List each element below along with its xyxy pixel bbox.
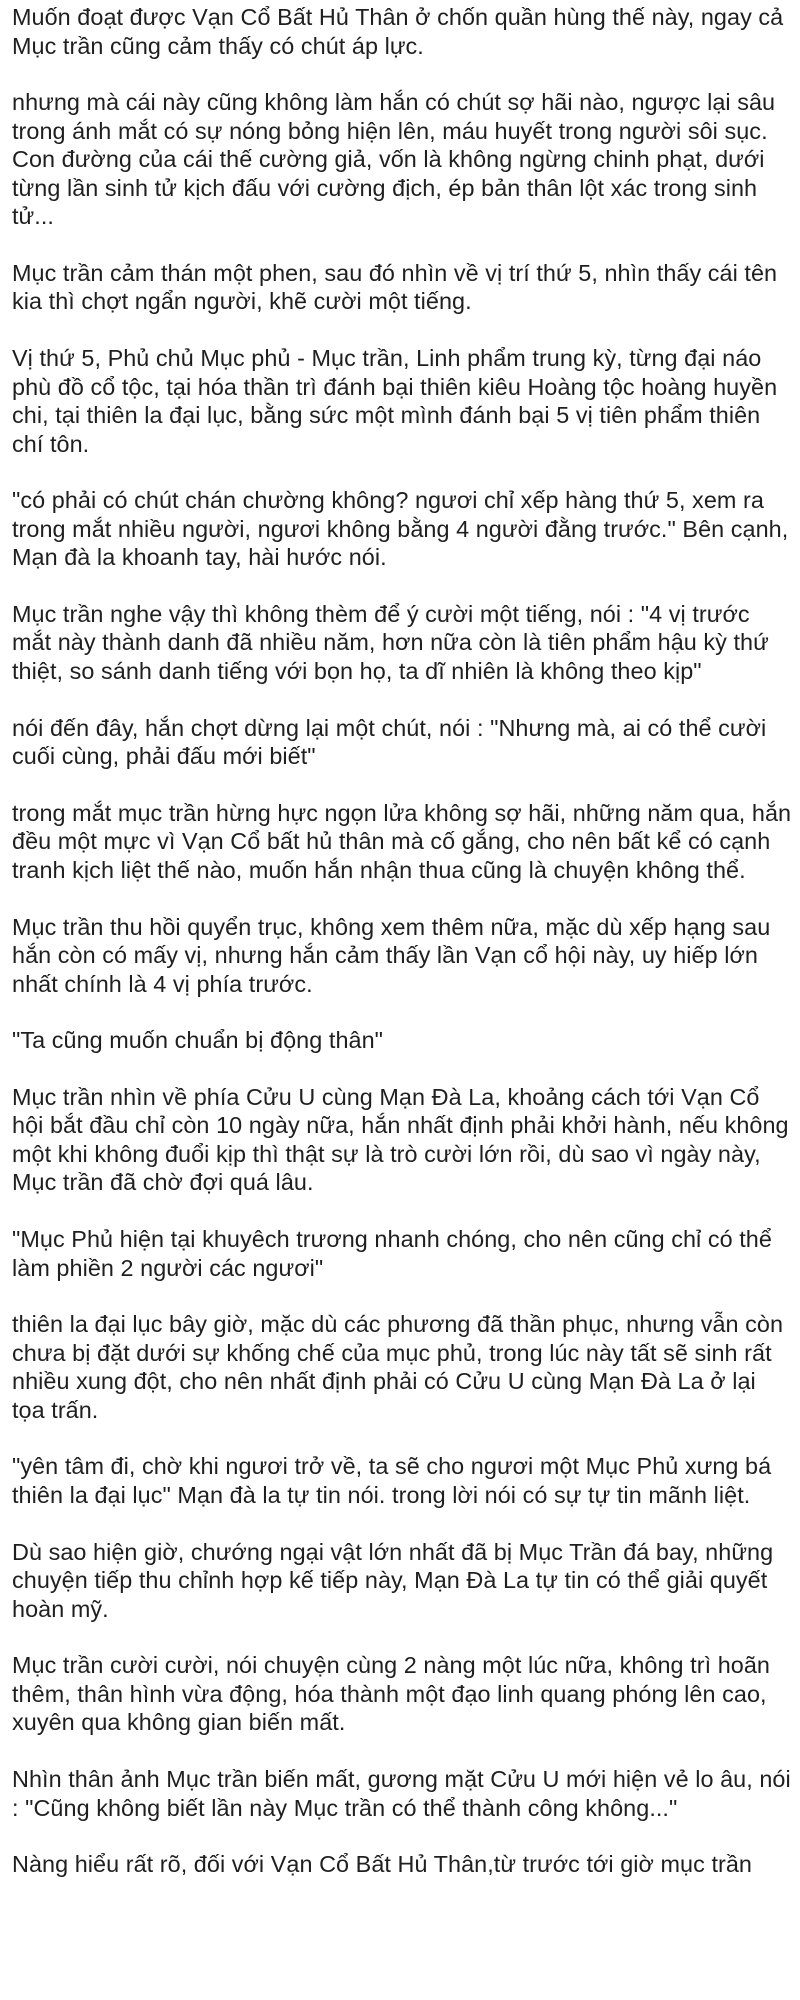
paragraph-5: "có phải có chút chán chường không? ngươi chỉ xếp hàng thứ 5, xem ra trong mắt nhiều người, ngươi không bằng 4 người đằng trước." Bên cạnh, Mạn đà la khoanh tay, hài hước nói. — [12, 487, 789, 571]
paragraph-4: Vị thứ 5, Phủ chủ Mục phủ - Mục trần, Linh phẩm trung kỳ, từng đại náo phù đồ cổ tộc, tại hóa thần trì đánh bại thiên kiêu Hoàng tộc hoàng huyền chi, tại thiên la đại lục, bằng sức một mình đánh bại 5 vị tiên phẩm thiên chí tôn. — [12, 345, 778, 457]
paragraph-9: Mục trần thu hồi quyển trục, không xem thêm nữa, mặc dù xếp hạng sau hắn còn có mấy vị, nhưng hắn cảm thấy lần Vạn cổ hội này, uy hiếp lớn nhất chính là 4 vị phía trước. — [12, 913, 771, 997]
paragraph-17: Nhìn thân ảnh Mục trần biến mất, gương mặt Cửu U mới hiện vẻ lo âu, nói : "Cũng không biết lần này Mục trần có thể thành công không..." — [12, 1766, 791, 1821]
paragraph-14: "yên tâm đi, chờ khi ngươi trở về, ta sẽ cho ngươi một Mục Phủ xưng bá thiên la đại lục" Mạn đà la tự tin nói. trong lời nói có sự tự tin mãnh liệt. — [12, 1453, 772, 1508]
paragraph-10: "Ta cũng muốn chuẩn bị động thân" — [12, 1027, 384, 1054]
article-body — [12, 0, 792, 1907]
paragraph-15: Dù sao hiện giờ, chướng ngại vật lớn nhất đã bị Mục Trần đá bay, những chuyện tiếp thu chỉnh hợp kế tiếp này, Mạn Đà La tự tin có thể giải quyết hoàn mỹ. — [12, 1538, 774, 1622]
paragraph-13: thiên la đại lục bây giờ, mặc dù các phương đã thần phục, nhưng vẫn còn chưa bị đặt dưới sự khống chế của mục phủ, trong lúc này tất sẽ sinh rất nhiều xung đột, cho nên nhất định phải có Cửu U cùng Mạn Đà La ở lại tọa trấn. — [12, 1311, 784, 1423]
paragraph-3: Mục trần cảm thán một phen, sau đó nhìn về vị trí thứ 5, nhìn thấy cái tên kia thì chợt ngẩn người, khẽ cười một tiếng. — [12, 259, 778, 315]
paragraph-6: Mục trần nghe vậy thì không thèm để ý cười một tiếng, nói : "4 vị trước mắt này thành danh đã nhiều năm, hơn nữa còn là tiên phẩm hậu kỳ thứ thiệt, so sánh danh tiếng với bọn họ, ta dĩ nhiên là không theo kịp" — [12, 600, 769, 684]
paragraph-12: "Mục Phủ hiện tại khuyêch trương nhanh chóng, cho nên cũng chỉ có thể làm phiền 2 người các ngươi" — [12, 1226, 772, 1281]
paragraph-1: Muốn đoạt được Vạn Cổ Bất Hủ Thân ở chốn quần hùng thế này, ngay cả Mục trần cũng cảm thấy có chút áp lực. — [12, 4, 784, 59]
paragraph-8: trong mắt mục trần hừng hực ngọn lửa không sợ hãi, những năm qua, hắn đều một mực vì Vạn Cổ bất hủ thân mà cố gắng, cho nên bất kể có cạnh tranh kịch liệt thế nào, muốn hắn nhận thua cũng là chuyện không thể. — [12, 799, 792, 883]
paragraph-18: Nàng hiểu rất rõ, đối với Vạn Cổ Bất Hủ Thân,từ trước tới giờ mục trần — [12, 1851, 752, 1878]
paragraph-16: Mục trần cười cười, nói chuyện cùng 2 nàng một lúc nữa, không trì hoãn thêm, thân hình vừa động, hóa thành một đạo linh quang phóng lên cao, xuyên qua không gian biến mất. — [12, 1652, 770, 1736]
paragraph-11: Mục trần nhìn về phía Cửu U cùng Mạn Đà La, khoảng cách tới Vạn Cổ hội bắt đầu chỉ còn 10 ngày nữa, hắn nhất định phải khởi hành, nếu không một khi không đuổi kịp thì thật sự là trò cười lớn rồi, dù sao vì ngày này, Mục trần đã chờ đợi quá lâu. — [12, 1083, 789, 1196]
paragraph-7: nói đến đây, hắn chợt dừng lại một chút, nói : "Nhưng mà, ai có thể cười cuối cùng, phải đấu mới biết" — [12, 714, 767, 770]
paragraph-2: nhưng mà cái này cũng không làm hắn có chút sợ hãi nào, ngược lại sâu trong ánh mắt có sự nóng bỏng hiện lên, máu huyết trong người sôi sục. Con đường của cái thế cường giả, vốn là không ngừng chinh phạt, dưới từng lần sinh tử kịch đấu với cường địch, ép bản thân lột xác trong sinh tử... — [12, 89, 776, 230]
